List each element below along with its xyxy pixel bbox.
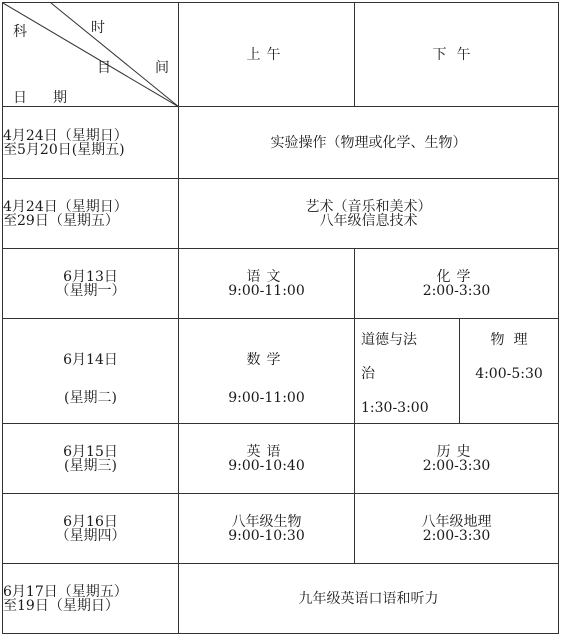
subject-label: 化学 (436, 268, 477, 285)
header-label-jian: 间 (155, 60, 169, 76)
header-label-mu: 目 (97, 60, 111, 76)
subject-label-cont: 治 (361, 366, 375, 382)
header-label-ke: 科 (13, 24, 27, 40)
morning-cell (179, 424, 355, 494)
diagonal-lines (3, 3, 179, 107)
date-line-1: 6月14日 (63, 352, 118, 368)
subject-label: 英语 (246, 443, 287, 460)
time-label: 9:00-10:40 (228, 457, 305, 474)
time-label: 9:00-11:00 (228, 282, 305, 299)
header-diagonal-cell (3, 3, 179, 107)
afternoon-slot-a (355, 319, 459, 423)
date-line-1: 6月13日 (63, 268, 118, 285)
date-cell (3, 424, 179, 494)
header-afternoon (355, 3, 559, 107)
table-row (3, 494, 559, 564)
date-line-1: 4月24日（星期日） (3, 198, 128, 215)
time-label: 9:00-10:30 (228, 527, 305, 544)
time-label: 1:30-3:00 (361, 400, 429, 416)
subject-label: 物 理 (490, 332, 528, 348)
date-line-2: (星期三) (64, 457, 117, 474)
date-line-1: 6月16日 (63, 513, 118, 530)
table-row (3, 319, 559, 424)
header-label-ri: 日 (13, 90, 27, 106)
date-cell (3, 179, 179, 249)
header-row (3, 3, 559, 107)
time-label: 2:00-3:30 (422, 527, 491, 544)
date-line-1: 6月15日 (63, 443, 118, 460)
afternoon-split-cell (355, 319, 559, 424)
subject-label: 语文 (246, 268, 287, 285)
subject-label: 数学 (246, 352, 287, 368)
date-line-1: 6月17日（星期五） (3, 583, 128, 600)
table-row (3, 424, 559, 494)
header-afternoon-label: 下午 (432, 46, 481, 63)
time-label: 2:00-3:30 (422, 282, 491, 299)
subject-label: 历史 (436, 443, 477, 460)
header-label-qi: 期 (53, 90, 67, 106)
morning-cell (179, 319, 355, 424)
subject-label: 八年级地理 (421, 513, 492, 530)
subject-label: 八年级生物 (231, 513, 302, 530)
date-cell (3, 249, 179, 319)
subject-label: 九年级英语口语和听力 (298, 590, 439, 607)
table-row (3, 564, 559, 634)
subject-label: 艺术（音乐和美术） (305, 198, 432, 215)
header-morning-label: 上午 (246, 46, 287, 63)
subject-label: 实验操作（物理或化学、生物） (270, 134, 467, 151)
date-line-2: 至5月20日(星期五) (3, 141, 125, 158)
morning-cell (179, 249, 355, 319)
date-line-2: （星期四） (55, 527, 126, 544)
date-cell (3, 494, 179, 564)
time-label: 9:00-11:00 (228, 390, 305, 406)
afternoon-slot-b (459, 319, 558, 423)
table-row (3, 107, 559, 179)
afternoon-cell (355, 424, 559, 494)
table-row (3, 179, 559, 249)
date-cell (3, 564, 179, 634)
merged-subject-cell (179, 179, 559, 249)
date-cell (3, 107, 179, 179)
exam-schedule-table (2, 2, 559, 634)
date-line-2: （星期一） (55, 282, 126, 299)
time-label: 2:00-3:30 (422, 457, 491, 474)
time-label: 4:00-5:30 (475, 366, 543, 382)
header-morning (179, 3, 355, 107)
date-line-2: 至19日（星期日） (3, 597, 119, 614)
date-line-2: 至29日（星期五） (3, 212, 119, 229)
date-line-2: (星期二) (64, 390, 117, 406)
morning-cell (179, 494, 355, 564)
date-cell (3, 319, 179, 424)
subject-label: 道德与法 (361, 332, 417, 348)
subject-label: 八年级信息技术 (319, 212, 418, 229)
afternoon-cell (355, 249, 559, 319)
afternoon-cell (355, 494, 559, 564)
merged-subject-cell (179, 564, 559, 634)
header-label-shi: 时 (91, 20, 105, 36)
table-row (3, 249, 559, 319)
date-line-1: 4月24日（星期日） (3, 127, 128, 144)
merged-subject-cell (179, 107, 559, 179)
